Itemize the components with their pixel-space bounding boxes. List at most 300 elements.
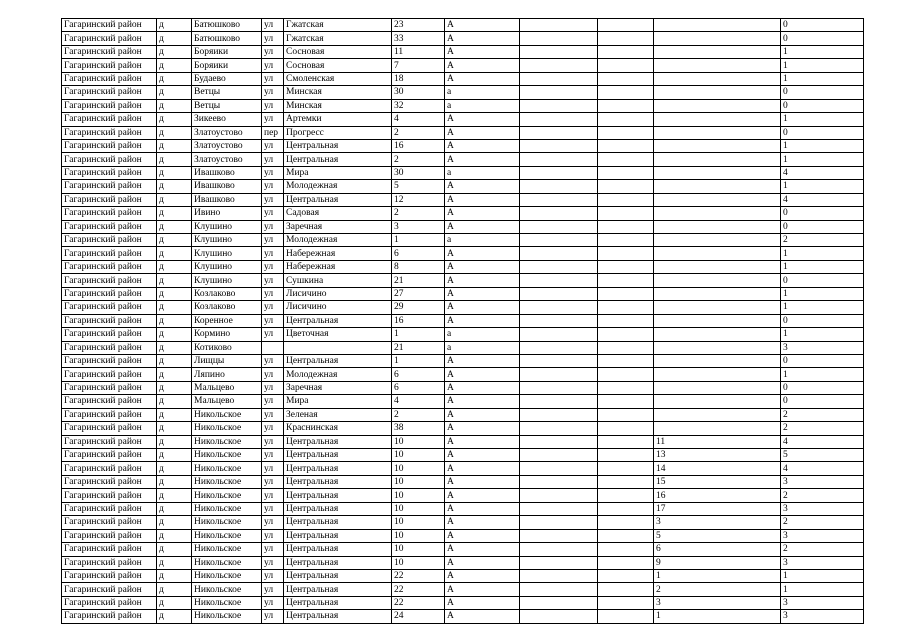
house-letter-cell: А	[445, 153, 520, 166]
house-number-cell: 2	[392, 153, 445, 166]
district-cell: Гагаринский район	[62, 126, 157, 139]
structure-cell	[598, 153, 654, 166]
house-letter-cell: а	[445, 341, 520, 354]
street-cell: Мира	[284, 166, 392, 179]
apartment-cell	[654, 126, 781, 139]
house-number-cell: 16	[392, 314, 445, 327]
count-cell: 3	[781, 596, 864, 609]
apartment-cell: 3	[654, 596, 781, 609]
district-cell: Гагаринский район	[62, 72, 157, 85]
apartment-cell	[654, 368, 781, 381]
table-row	[62, 45, 864, 58]
apartment-cell	[654, 139, 781, 152]
settlement-cell: Никольское	[192, 475, 262, 488]
street-cell: Набережная	[284, 247, 392, 260]
settlement-cell: Батюшково	[192, 32, 262, 45]
street-cell: Садовая	[284, 207, 392, 220]
table-row	[62, 475, 864, 488]
house-letter-cell: А	[445, 59, 520, 72]
structure-cell	[598, 99, 654, 112]
apartment-cell: 2	[654, 583, 781, 596]
count-cell: 0	[781, 395, 864, 408]
house-number-cell: 32	[392, 99, 445, 112]
structure-cell	[598, 475, 654, 488]
street-type-cell: ул	[262, 408, 284, 421]
settlement-cell: Кормино	[192, 328, 262, 341]
district-cell: Гагаринский район	[62, 569, 157, 582]
house-number-cell: 2	[392, 207, 445, 220]
settlement-cell: Ивашково	[192, 166, 262, 179]
settlement-cell: Никольское	[192, 610, 262, 623]
house-letter-cell: А	[445, 368, 520, 381]
settlement-type-cell: д	[157, 59, 192, 72]
house-number-cell: 21	[392, 274, 445, 287]
settlement-type-cell: д	[157, 166, 192, 179]
apartment-cell	[654, 328, 781, 341]
house-number-cell: 33	[392, 32, 445, 45]
street-type-cell: ул	[262, 220, 284, 233]
apartment-cell: 17	[654, 502, 781, 515]
district-cell: Гагаринский район	[62, 435, 157, 448]
street-cell: Гжатская	[284, 19, 392, 32]
district-cell: Гагаринский район	[62, 610, 157, 623]
building-cell	[520, 529, 598, 542]
settlement-cell: Будаево	[192, 72, 262, 85]
house-number-cell: 22	[392, 596, 445, 609]
district-cell: Гагаринский район	[62, 45, 157, 58]
table-row	[62, 596, 864, 609]
table-row	[62, 86, 864, 99]
table-row	[62, 247, 864, 260]
structure-cell	[598, 395, 654, 408]
settlement-cell: Никольское	[192, 529, 262, 542]
building-cell	[520, 220, 598, 233]
table-row	[62, 395, 864, 408]
table-row	[62, 72, 864, 85]
district-cell: Гагаринский район	[62, 86, 157, 99]
apartment-cell: 11	[654, 435, 781, 448]
street-type-cell: ул	[262, 435, 284, 448]
district-cell: Гагаринский район	[62, 260, 157, 273]
count-cell: 1	[781, 287, 864, 300]
district-cell: Гагаринский район	[62, 193, 157, 206]
count-cell: 0	[781, 354, 864, 367]
building-cell	[520, 569, 598, 582]
district-cell: Гагаринский район	[62, 153, 157, 166]
structure-cell	[598, 610, 654, 623]
apartment-cell	[654, 86, 781, 99]
street-cell: Сосновая	[284, 45, 392, 58]
apartment-cell	[654, 354, 781, 367]
count-cell: 1	[781, 247, 864, 260]
count-cell: 3	[781, 610, 864, 623]
house-letter-cell: А	[445, 583, 520, 596]
house-letter-cell: А	[445, 247, 520, 260]
building-cell	[520, 475, 598, 488]
building-cell	[520, 247, 598, 260]
settlement-type-cell: д	[157, 274, 192, 287]
count-cell: 0	[781, 86, 864, 99]
house-letter-cell: А	[445, 502, 520, 515]
settlement-cell: Никольское	[192, 489, 262, 502]
district-cell: Гагаринский район	[62, 543, 157, 556]
settlement-cell: Козлаково	[192, 301, 262, 314]
house-number-cell: 4	[392, 395, 445, 408]
structure-cell	[598, 449, 654, 462]
district-cell: Гагаринский район	[62, 422, 157, 435]
structure-cell	[598, 314, 654, 327]
table-row	[62, 489, 864, 502]
apartment-cell: 6	[654, 543, 781, 556]
settlement-type-cell: д	[157, 139, 192, 152]
building-cell	[520, 395, 598, 408]
count-cell: 2	[781, 543, 864, 556]
table-row	[62, 220, 864, 233]
building-cell	[520, 260, 598, 273]
building-cell	[520, 368, 598, 381]
settlement-type-cell: д	[157, 153, 192, 166]
house-letter-cell: А	[445, 113, 520, 126]
table-row	[62, 32, 864, 45]
street-type-cell: ул	[262, 274, 284, 287]
count-cell: 5	[781, 449, 864, 462]
settlement-cell: Ляпино	[192, 368, 262, 381]
house-letter-cell: А	[445, 395, 520, 408]
settlement-cell: Никольское	[192, 516, 262, 529]
structure-cell	[598, 45, 654, 58]
settlement-type-cell: д	[157, 113, 192, 126]
house-number-cell: 10	[392, 529, 445, 542]
settlement-type-cell: д	[157, 395, 192, 408]
table-row	[62, 610, 864, 623]
building-cell	[520, 314, 598, 327]
district-cell: Гагаринский район	[62, 408, 157, 421]
settlement-cell: Ивашково	[192, 193, 262, 206]
district-cell: Гагаринский район	[62, 583, 157, 596]
house-letter-cell: А	[445, 72, 520, 85]
apartment-cell	[654, 32, 781, 45]
street-cell	[284, 341, 392, 354]
table-row	[62, 139, 864, 152]
settlement-cell: Никольское	[192, 596, 262, 609]
building-cell	[520, 583, 598, 596]
settlement-type-cell: д	[157, 220, 192, 233]
house-letter-cell: а	[445, 99, 520, 112]
house-letter-cell: А	[445, 516, 520, 529]
settlement-type-cell: д	[157, 556, 192, 569]
count-cell: 0	[781, 207, 864, 220]
street-cell: Центральная	[284, 529, 392, 542]
structure-cell	[598, 260, 654, 273]
street-cell: Артемки	[284, 113, 392, 126]
apartment-cell: 9	[654, 556, 781, 569]
building-cell	[520, 341, 598, 354]
street-type-cell: ул	[262, 139, 284, 152]
settlement-type-cell: д	[157, 126, 192, 139]
building-cell	[520, 32, 598, 45]
house-letter-cell: А	[445, 596, 520, 609]
count-cell: 4	[781, 193, 864, 206]
table-row	[62, 583, 864, 596]
count-cell: 1	[781, 153, 864, 166]
settlement-cell: Никольское	[192, 543, 262, 556]
street-cell: Центральная	[284, 193, 392, 206]
house-letter-cell: А	[445, 422, 520, 435]
district-cell: Гагаринский район	[62, 247, 157, 260]
house-letter-cell: А	[445, 610, 520, 623]
table-row	[62, 153, 864, 166]
settlement-cell: Никольское	[192, 435, 262, 448]
house-letter-cell: А	[445, 139, 520, 152]
house-number-cell: 6	[392, 368, 445, 381]
street-cell: Молодежная	[284, 180, 392, 193]
building-cell	[520, 422, 598, 435]
settlement-type-cell: д	[157, 610, 192, 623]
house-letter-cell: А	[445, 435, 520, 448]
street-type-cell: ул	[262, 301, 284, 314]
count-cell: 1	[781, 72, 864, 85]
count-cell: 1	[781, 113, 864, 126]
settlement-cell: Козлаково	[192, 287, 262, 300]
street-type-cell: ул	[262, 569, 284, 582]
house-number-cell: 23	[392, 19, 445, 32]
table-row	[62, 502, 864, 515]
table-row	[62, 422, 864, 435]
house-letter-cell: а	[445, 234, 520, 247]
building-cell	[520, 489, 598, 502]
table-row	[62, 314, 864, 327]
street-type-cell: ул	[262, 99, 284, 112]
house-letter-cell: А	[445, 408, 520, 421]
house-number-cell: 10	[392, 502, 445, 515]
street-type-cell: ул	[262, 260, 284, 273]
table-row	[62, 287, 864, 300]
street-type-cell: ул	[262, 287, 284, 300]
street-cell: Лисичино	[284, 301, 392, 314]
table-row	[62, 99, 864, 112]
structure-cell	[598, 596, 654, 609]
apartment-cell	[654, 301, 781, 314]
street-type-cell: ул	[262, 543, 284, 556]
street-cell: Краснинская	[284, 422, 392, 435]
apartment-cell: 3	[654, 516, 781, 529]
settlement-type-cell: д	[157, 99, 192, 112]
district-cell: Гагаринский район	[62, 314, 157, 327]
house-number-cell: 10	[392, 462, 445, 475]
building-cell	[520, 139, 598, 152]
settlement-cell: Клушино	[192, 274, 262, 287]
settlement-cell: Лищцы	[192, 354, 262, 367]
district-cell: Гагаринский район	[62, 449, 157, 462]
count-cell: 3	[781, 529, 864, 542]
settlement-cell: Клушино	[192, 220, 262, 233]
settlement-cell: Никольское	[192, 502, 262, 515]
settlement-cell: Котиково	[192, 341, 262, 354]
apartment-cell	[654, 274, 781, 287]
house-letter-cell: А	[445, 569, 520, 582]
street-type-cell: ул	[262, 381, 284, 394]
settlement-type-cell: д	[157, 314, 192, 327]
building-cell	[520, 19, 598, 32]
street-type-cell: ул	[262, 489, 284, 502]
street-type-cell: ул	[262, 32, 284, 45]
settlement-type-cell: д	[157, 341, 192, 354]
settlement-cell: Ветцы	[192, 99, 262, 112]
street-cell: Цветочная	[284, 328, 392, 341]
settlement-type-cell: д	[157, 408, 192, 421]
house-number-cell: 12	[392, 193, 445, 206]
count-cell: 1	[781, 59, 864, 72]
table-row	[62, 354, 864, 367]
settlement-cell: Никольское	[192, 449, 262, 462]
house-number-cell: 21	[392, 341, 445, 354]
table-row	[62, 234, 864, 247]
table-row	[62, 274, 864, 287]
table-row	[62, 435, 864, 448]
house-number-cell: 11	[392, 45, 445, 58]
building-cell	[520, 556, 598, 569]
table-row	[62, 543, 864, 556]
count-cell: 1	[781, 368, 864, 381]
district-cell: Гагаринский район	[62, 19, 157, 32]
building-cell	[520, 193, 598, 206]
building-cell	[520, 301, 598, 314]
house-number-cell: 30	[392, 86, 445, 99]
building-cell	[520, 45, 598, 58]
district-cell: Гагаринский район	[62, 502, 157, 515]
count-cell: 0	[781, 220, 864, 233]
street-type-cell: ул	[262, 247, 284, 260]
house-number-cell: 8	[392, 260, 445, 273]
district-cell: Гагаринский район	[62, 462, 157, 475]
street-type-cell: ул	[262, 72, 284, 85]
house-letter-cell: А	[445, 287, 520, 300]
settlement-cell: Никольское	[192, 569, 262, 582]
house-number-cell: 10	[392, 556, 445, 569]
count-cell: 2	[781, 234, 864, 247]
structure-cell	[598, 529, 654, 542]
street-type-cell: ул	[262, 516, 284, 529]
street-cell: Заречная	[284, 381, 392, 394]
district-cell: Гагаринский район	[62, 139, 157, 152]
street-type-cell: ул	[262, 328, 284, 341]
settlement-type-cell: д	[157, 381, 192, 394]
address-table-sheet	[61, 18, 864, 624]
table-row	[62, 556, 864, 569]
house-number-cell: 10	[392, 475, 445, 488]
structure-cell	[598, 489, 654, 502]
apartment-cell	[654, 45, 781, 58]
house-number-cell: 2	[392, 408, 445, 421]
house-number-cell: 30	[392, 166, 445, 179]
district-cell: Гагаринский район	[62, 113, 157, 126]
settlement-cell: Никольское	[192, 408, 262, 421]
settlement-type-cell: д	[157, 234, 192, 247]
apartment-cell	[654, 193, 781, 206]
street-type-cell: ул	[262, 207, 284, 220]
table-row	[62, 449, 864, 462]
house-number-cell: 1	[392, 234, 445, 247]
settlement-type-cell: д	[157, 287, 192, 300]
house-letter-cell: А	[445, 193, 520, 206]
house-number-cell: 29	[392, 301, 445, 314]
settlement-type-cell: д	[157, 328, 192, 341]
settlement-cell: Зикеево	[192, 113, 262, 126]
apartment-cell	[654, 341, 781, 354]
count-cell: 0	[781, 99, 864, 112]
settlement-cell: Клушино	[192, 260, 262, 273]
street-type-cell: ул	[262, 180, 284, 193]
count-cell: 0	[781, 19, 864, 32]
house-number-cell: 18	[392, 72, 445, 85]
structure-cell	[598, 59, 654, 72]
house-letter-cell: А	[445, 543, 520, 556]
street-cell: Центральная	[284, 502, 392, 515]
street-cell: Центральная	[284, 489, 392, 502]
house-number-cell: 27	[392, 287, 445, 300]
building-cell	[520, 287, 598, 300]
apartment-cell: 1	[654, 610, 781, 623]
street-type-cell: ул	[262, 610, 284, 623]
house-letter-cell: А	[445, 220, 520, 233]
apartment-cell	[654, 113, 781, 126]
house-number-cell: 3	[392, 220, 445, 233]
structure-cell	[598, 126, 654, 139]
settlement-type-cell: д	[157, 86, 192, 99]
street-cell: Лисичино	[284, 287, 392, 300]
settlement-type-cell: д	[157, 45, 192, 58]
settlement-type-cell: д	[157, 516, 192, 529]
table-row	[62, 166, 864, 179]
street-cell: Центральная	[284, 354, 392, 367]
apartment-cell: 5	[654, 529, 781, 542]
house-number-cell: 22	[392, 569, 445, 582]
house-letter-cell: А	[445, 180, 520, 193]
house-number-cell: 16	[392, 139, 445, 152]
house-number-cell: 7	[392, 59, 445, 72]
building-cell	[520, 516, 598, 529]
house-number-cell: 10	[392, 489, 445, 502]
house-number-cell: 5	[392, 180, 445, 193]
structure-cell	[598, 543, 654, 556]
count-cell: 2	[781, 422, 864, 435]
address-table	[61, 18, 864, 624]
table-row	[62, 113, 864, 126]
count-cell: 0	[781, 126, 864, 139]
settlement-type-cell: д	[157, 489, 192, 502]
settlement-type-cell: д	[157, 368, 192, 381]
house-letter-cell: А	[445, 274, 520, 287]
street-type-cell: ул	[262, 166, 284, 179]
street-type-cell: ул	[262, 596, 284, 609]
structure-cell	[598, 583, 654, 596]
settlement-type-cell: д	[157, 449, 192, 462]
house-letter-cell: А	[445, 314, 520, 327]
district-cell: Гагаринский район	[62, 489, 157, 502]
count-cell: 2	[781, 408, 864, 421]
street-type-cell: ул	[262, 314, 284, 327]
street-type-cell: ул	[262, 475, 284, 488]
table-row	[62, 569, 864, 582]
building-cell	[520, 408, 598, 421]
structure-cell	[598, 462, 654, 475]
building-cell	[520, 610, 598, 623]
apartment-cell	[654, 72, 781, 85]
structure-cell	[598, 86, 654, 99]
house-number-cell: 10	[392, 516, 445, 529]
structure-cell	[598, 220, 654, 233]
settlement-cell: Никольское	[192, 422, 262, 435]
